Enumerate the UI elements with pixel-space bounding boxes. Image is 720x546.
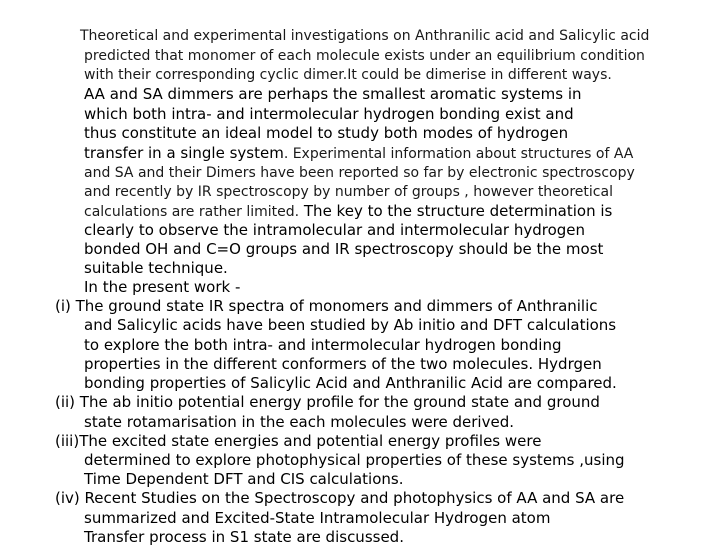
para1-line-8: clearly to observe the intramolecular and intermolecular hydrogen [84,221,586,239]
para1-line-9: bonded OH and C=O groups and IR spectroscopy should be the most [84,240,604,258]
para1-line-7 [84,203,612,219]
list-iv-line-1: (iv) Recent Studies on the Spectroscopy and photophysics of AA and SA are [55,489,625,507]
list-iii-line-3: Time Dependent DFT and CIS calculations. [84,470,404,488]
list-iii-line-2: determined to explore photophysical properties of these systems ,using [84,451,625,469]
intro-line-3: with their corresponding cyclic dimer.It could be dimerise in different ways. [84,67,612,83]
para1-line-11: In the present work - [84,278,241,296]
intro-line-2: predicted that monomer of each molecule exists under an equilibrium condition [84,48,645,64]
para1-line-7-bold: The key to the structure determination is [299,202,613,220]
list-i-line-5: bonding properties of Salicylic Acid and Anthranilic Acid are compared. [84,374,617,392]
intro-line-1: Theoretical and experimental investigations on Anthranilic acid and Salicylic acid [80,28,650,44]
para1-line-4 [84,145,633,161]
para1-line-10: suitable technique. [84,259,228,277]
list-ii-line-2: state rotamarisation in the each molecules were derived. [84,413,514,431]
para1-line-1: AA and SA dimmers are perhaps the smallest aromatic systems in [84,85,582,103]
para1-line-4-bold: transfer in a single system [84,144,284,162]
para1-line-5: and SA and their Dimers have been reported so far by electronic spectroscopy [84,165,635,181]
list-i-line-4: properties in the different conformers of the two molecules. Hydrgen [84,355,602,373]
list-iv-line-2: summarized and Excited-State Intramolecular Hydrogen atom [84,509,551,527]
list-iii-line-1: (iii)The excited state energies and potential energy profiles were [55,432,542,450]
list-i-line-3: to explore the both intra- and intermolecular hydrogen bonding [84,336,562,354]
list-ii-line-1: (ii) The ab initio potential energy profile for the ground state and ground [55,393,600,411]
para1-line-2: which both intra- and intermolecular hydrogen bonding exist and [84,105,574,123]
list-iv-line-3: Transfer process in S1 state are discussed. [84,528,404,546]
list-i-line-2: and Salicylic acids have been studied by Ab initio and DFT calculations [84,316,617,334]
para1-line-7-thin: calculations are rather limited. [84,204,300,220]
list-i-line-1: (i) The ground state IR spectra of monomers and dimmers of Anthranilic [55,297,598,315]
para1-line-4-thin: . Experimental information about structures of AA [283,146,634,162]
para1-line-6: and recently by IR spectroscopy by number of groups , however theoretical [84,184,613,200]
para1-line-3: thus constitute an ideal model to study both modes of hydrogen [84,124,569,142]
